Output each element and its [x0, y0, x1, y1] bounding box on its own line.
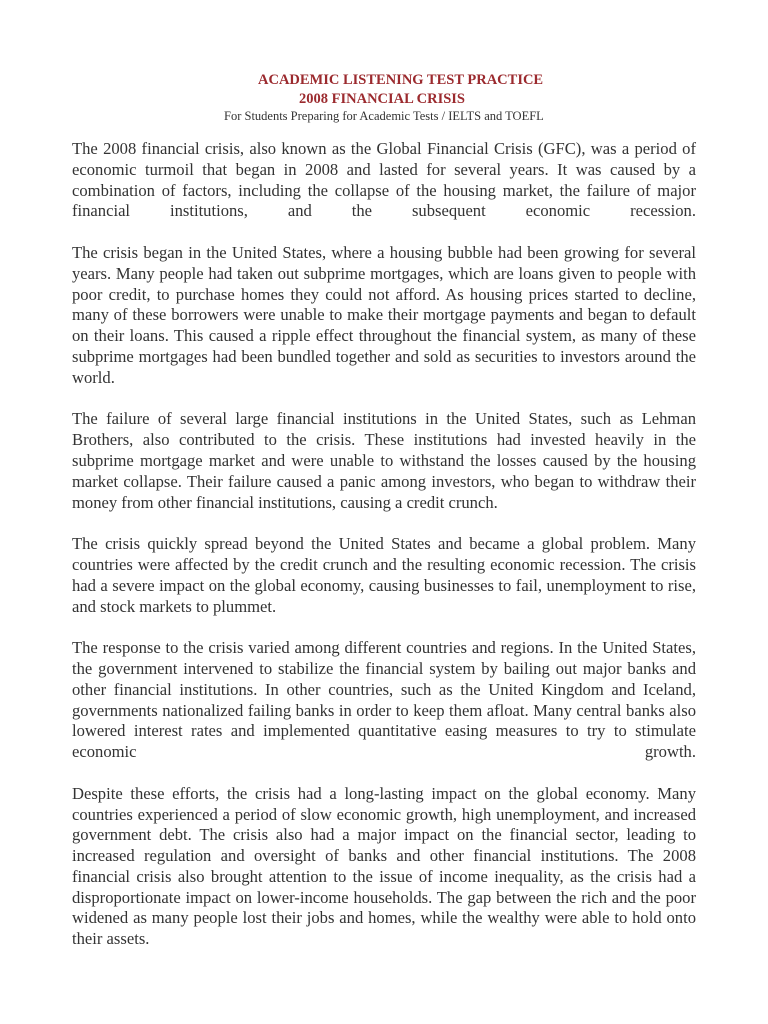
document-body	[72, 139, 696, 971]
document-subtitle: 2008 FINANCIAL CRISIS	[299, 91, 465, 107]
paragraph: The crisis began in the United States, where a housing bubble had been growing for several years. Many people had taken out subprime mortgages, which are loans given to people with poor credit, to purchase homes they could not afford. As housing prices started to decline, many of these borrowers were unable to make their mortgage payments and began to default on their loans. This caused a ripple effect throughout the financial system, as many of these subprime mortgages had been bundled together and sold as securities to investors around the world.	[72, 242, 696, 387]
paragraph: Despite these efforts, the crisis had a long-lasting impact on the global economy. Many countries experienced a period of slow economic growth, high unemployment, and increased government debt. The crisis also had a major impact on the financial sector, leading to increased regulation and oversight of banks and other financial institutions. The 2008 financial crisis also brought attention to the issue of income inequality, as the crisis had a disproportionate impact on lower-income households. The gap between the rich and the poor widened as many people lost their jobs and homes, while the wealthy were able to hold onto their assets.	[72, 783, 696, 949]
paragraph: The 2008 financial crisis, also known as the Global Financial Crisis (GFC), was a period of economic turmoil that began in 2008 and lasted for several years. It was caused by a combination of factors, including the collapse of the housing market, the failure of major financial institutions, and the subsequent economic recession.	[72, 139, 696, 221]
document-title: ACADEMIC LISTENING TEST PRACTICE	[258, 72, 544, 88]
paragraph: The response to the crisis varied among different countries and regions. In the United States, the government intervened to stabilize the financial system by bailing out major banks and other financial institutions. In other countries, such as the United Kingdom and Iceland, governments nationalized failing banks in order to keep them afloat. Many central banks also lowered interest rates and implemented quantitative easing measures to try to stimulate economic growth.	[72, 638, 696, 762]
paragraph: The failure of several large financial institutions in the United States, such as Lehman Brothers, also contributed to the crisis. These institutions had invested heavily in the subprime mortgage market and were unable to withstand the losses caused by the housing market collapse. Their failure caused a panic among investors, who began to withdraw their money from other financial institutions, causing a credit crunch.	[72, 409, 696, 512]
paragraph: The crisis quickly spread beyond the United States and became a global problem. Many countries were affected by the credit crunch and the resulting economic recession. The crisis had a severe impact on the global economy, causing businesses to fail, unemployment to rise, and stock markets to plummet.	[72, 534, 696, 616]
document-tagline: For Students Preparing for Academic Tests / IELTS and TOEFL	[224, 109, 544, 123]
